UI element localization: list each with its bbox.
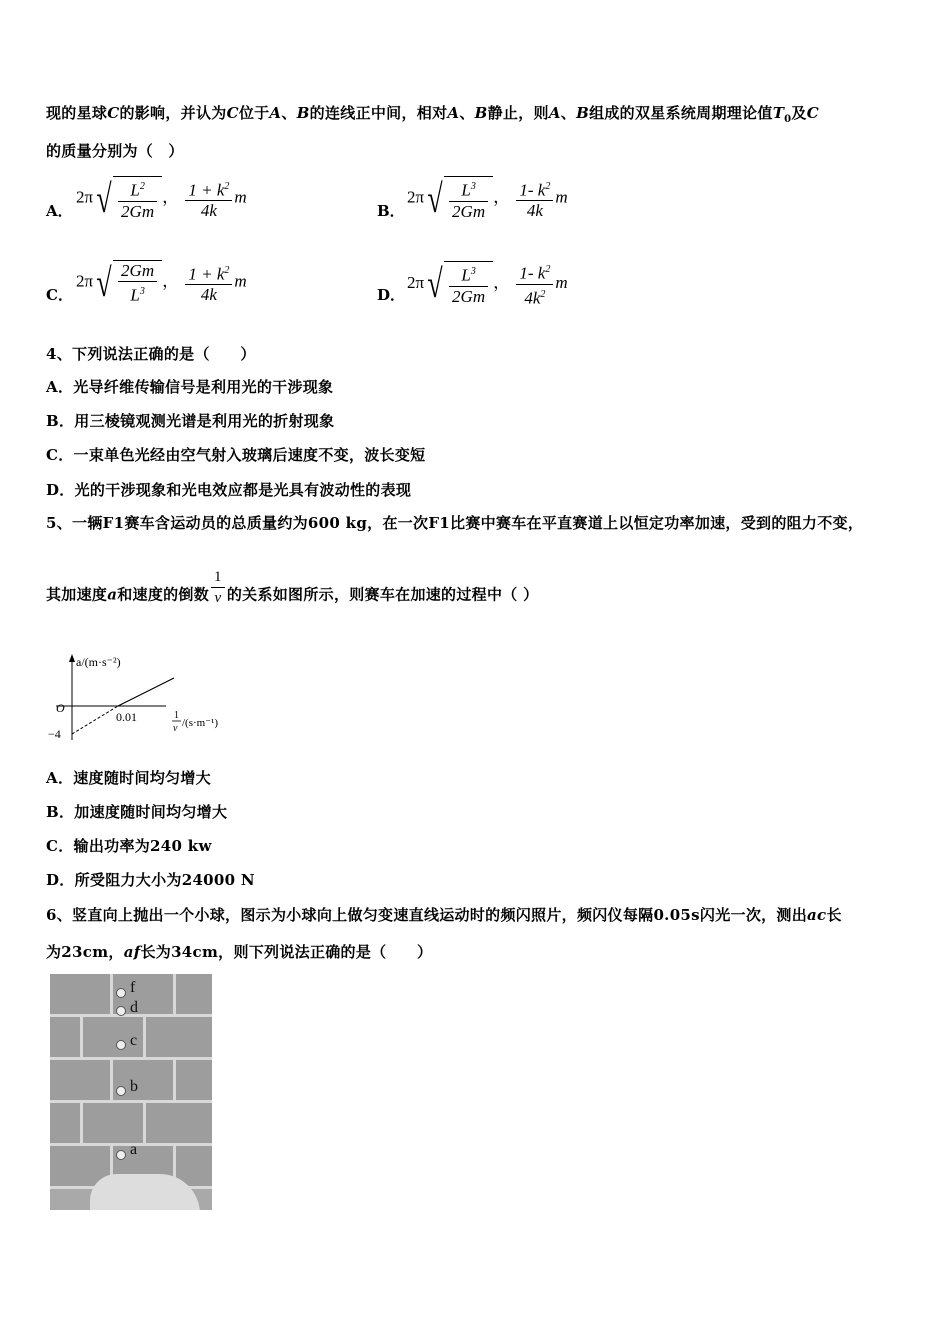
option-formula: 2π √ $\frac{L^2}{2Gm}$ ， $\frac{1 + k^2}{4k}$ m xyxy=(76,175,247,221)
photo-label-b: b xyxy=(130,1078,138,1095)
strobe-photo-of-ball xyxy=(50,974,212,1210)
x-label-numerator: 1 xyxy=(174,710,179,721)
photo-label-d: d xyxy=(130,999,138,1016)
option-label: B． xyxy=(377,202,405,220)
question-3-continuation-line: 现的星球C的影响，并认为C位于A、B的连线正中间，相对A、B静止，则A、B组成的双星系统周期理论值$T_0$及C xyxy=(46,104,819,125)
question-6-stem-line-2: 为23cm，af长为34cm，则下列说法正确的是（ ） xyxy=(46,943,433,961)
option-formula: 2π √ $\frac{L^3}{2Gm}$ ， $\frac{1- k^2}{4k^2}$ m xyxy=(407,261,568,308)
q5-option-c: C．输出功率为240 kw xyxy=(46,837,212,855)
q4-option-d: D．光的干涉现象和光电效应都是光具有波动性的表现 xyxy=(46,481,412,499)
question-6-stem-line-1: 6、竖直向上抛出一个小球，图示为小球向上做匀变速直线运动时的频闪照片，频闪仪每隔0.05s闪光一次，测出ac长 xyxy=(46,906,842,924)
y-intercept-label: −4 xyxy=(48,727,61,741)
y-axis-arrow xyxy=(69,654,75,662)
question-4-stem: 4、下列说法正确的是（ ） xyxy=(46,345,256,363)
origin-label: O xyxy=(56,701,65,715)
option-label: C． xyxy=(46,286,73,304)
question-3-line-2: 的质量分别为（ ） xyxy=(46,142,184,160)
photo-label-c: c xyxy=(130,1032,138,1049)
x-label-unit: /(s·m⁻¹) xyxy=(182,717,218,729)
ball-position-c xyxy=(116,1040,126,1050)
ball-position-d xyxy=(116,1006,126,1016)
ball-position-b xyxy=(116,1086,126,1096)
q4-option-a: A．光导纤维传输信号是利用光的干涉现象 xyxy=(46,378,334,396)
option-label: A． xyxy=(46,202,73,220)
question-5-stem-line-2: 其加速度a和速度的倒数 $\frac{1}{v}$ 的关系如图所示，则赛车在加速的过程中（ ） xyxy=(46,569,539,606)
reciprocal-velocity-fraction: $\frac{1}{v}$ xyxy=(211,567,225,608)
q5-option-b: B．加速度随时间均匀增大 xyxy=(46,803,228,821)
question-5-stem-line-1: 5、一辆F1赛车含运动员的总质量约为600 kg，在一次F1比赛中赛车在平直赛道上以恒定功率加速，受到的阻力不变， xyxy=(46,514,864,532)
option-label: D． xyxy=(377,286,406,304)
q5-option-a: A．速度随时间均匀增大 xyxy=(46,769,211,787)
ball-position-a xyxy=(116,1150,126,1160)
data-line xyxy=(118,678,174,706)
extrapolated-dashed-line xyxy=(72,706,118,734)
ball-position-f xyxy=(116,988,126,998)
photo-label-a: a xyxy=(130,1141,138,1158)
y-axis-label: a/(m·s⁻²) xyxy=(76,655,121,669)
x-label-denominator: v xyxy=(173,723,178,734)
q4-option-b: B．用三棱镜观测光谱是利用光的折射现象 xyxy=(46,412,335,430)
q5-option-d: D．所受阻力大小为24000 N xyxy=(46,871,255,889)
acceleration-vs-inverse-velocity-graph xyxy=(46,650,256,746)
q4-option-c: C．一束单色光经由空气射入玻璃后速度不变，波长变短 xyxy=(46,446,426,464)
x-tick-label: 0.01 xyxy=(116,710,137,724)
option-formula: 2π √ $\frac{L^3}{2Gm}$ ， $\frac{1- k^2}{4k}$ m xyxy=(407,175,568,221)
photo-label-f: f xyxy=(130,979,136,996)
option-formula: 2π √ $\frac{2Gm}{L^3}$ ， $\frac{1 + k^2}{4k}$ m xyxy=(76,259,247,305)
